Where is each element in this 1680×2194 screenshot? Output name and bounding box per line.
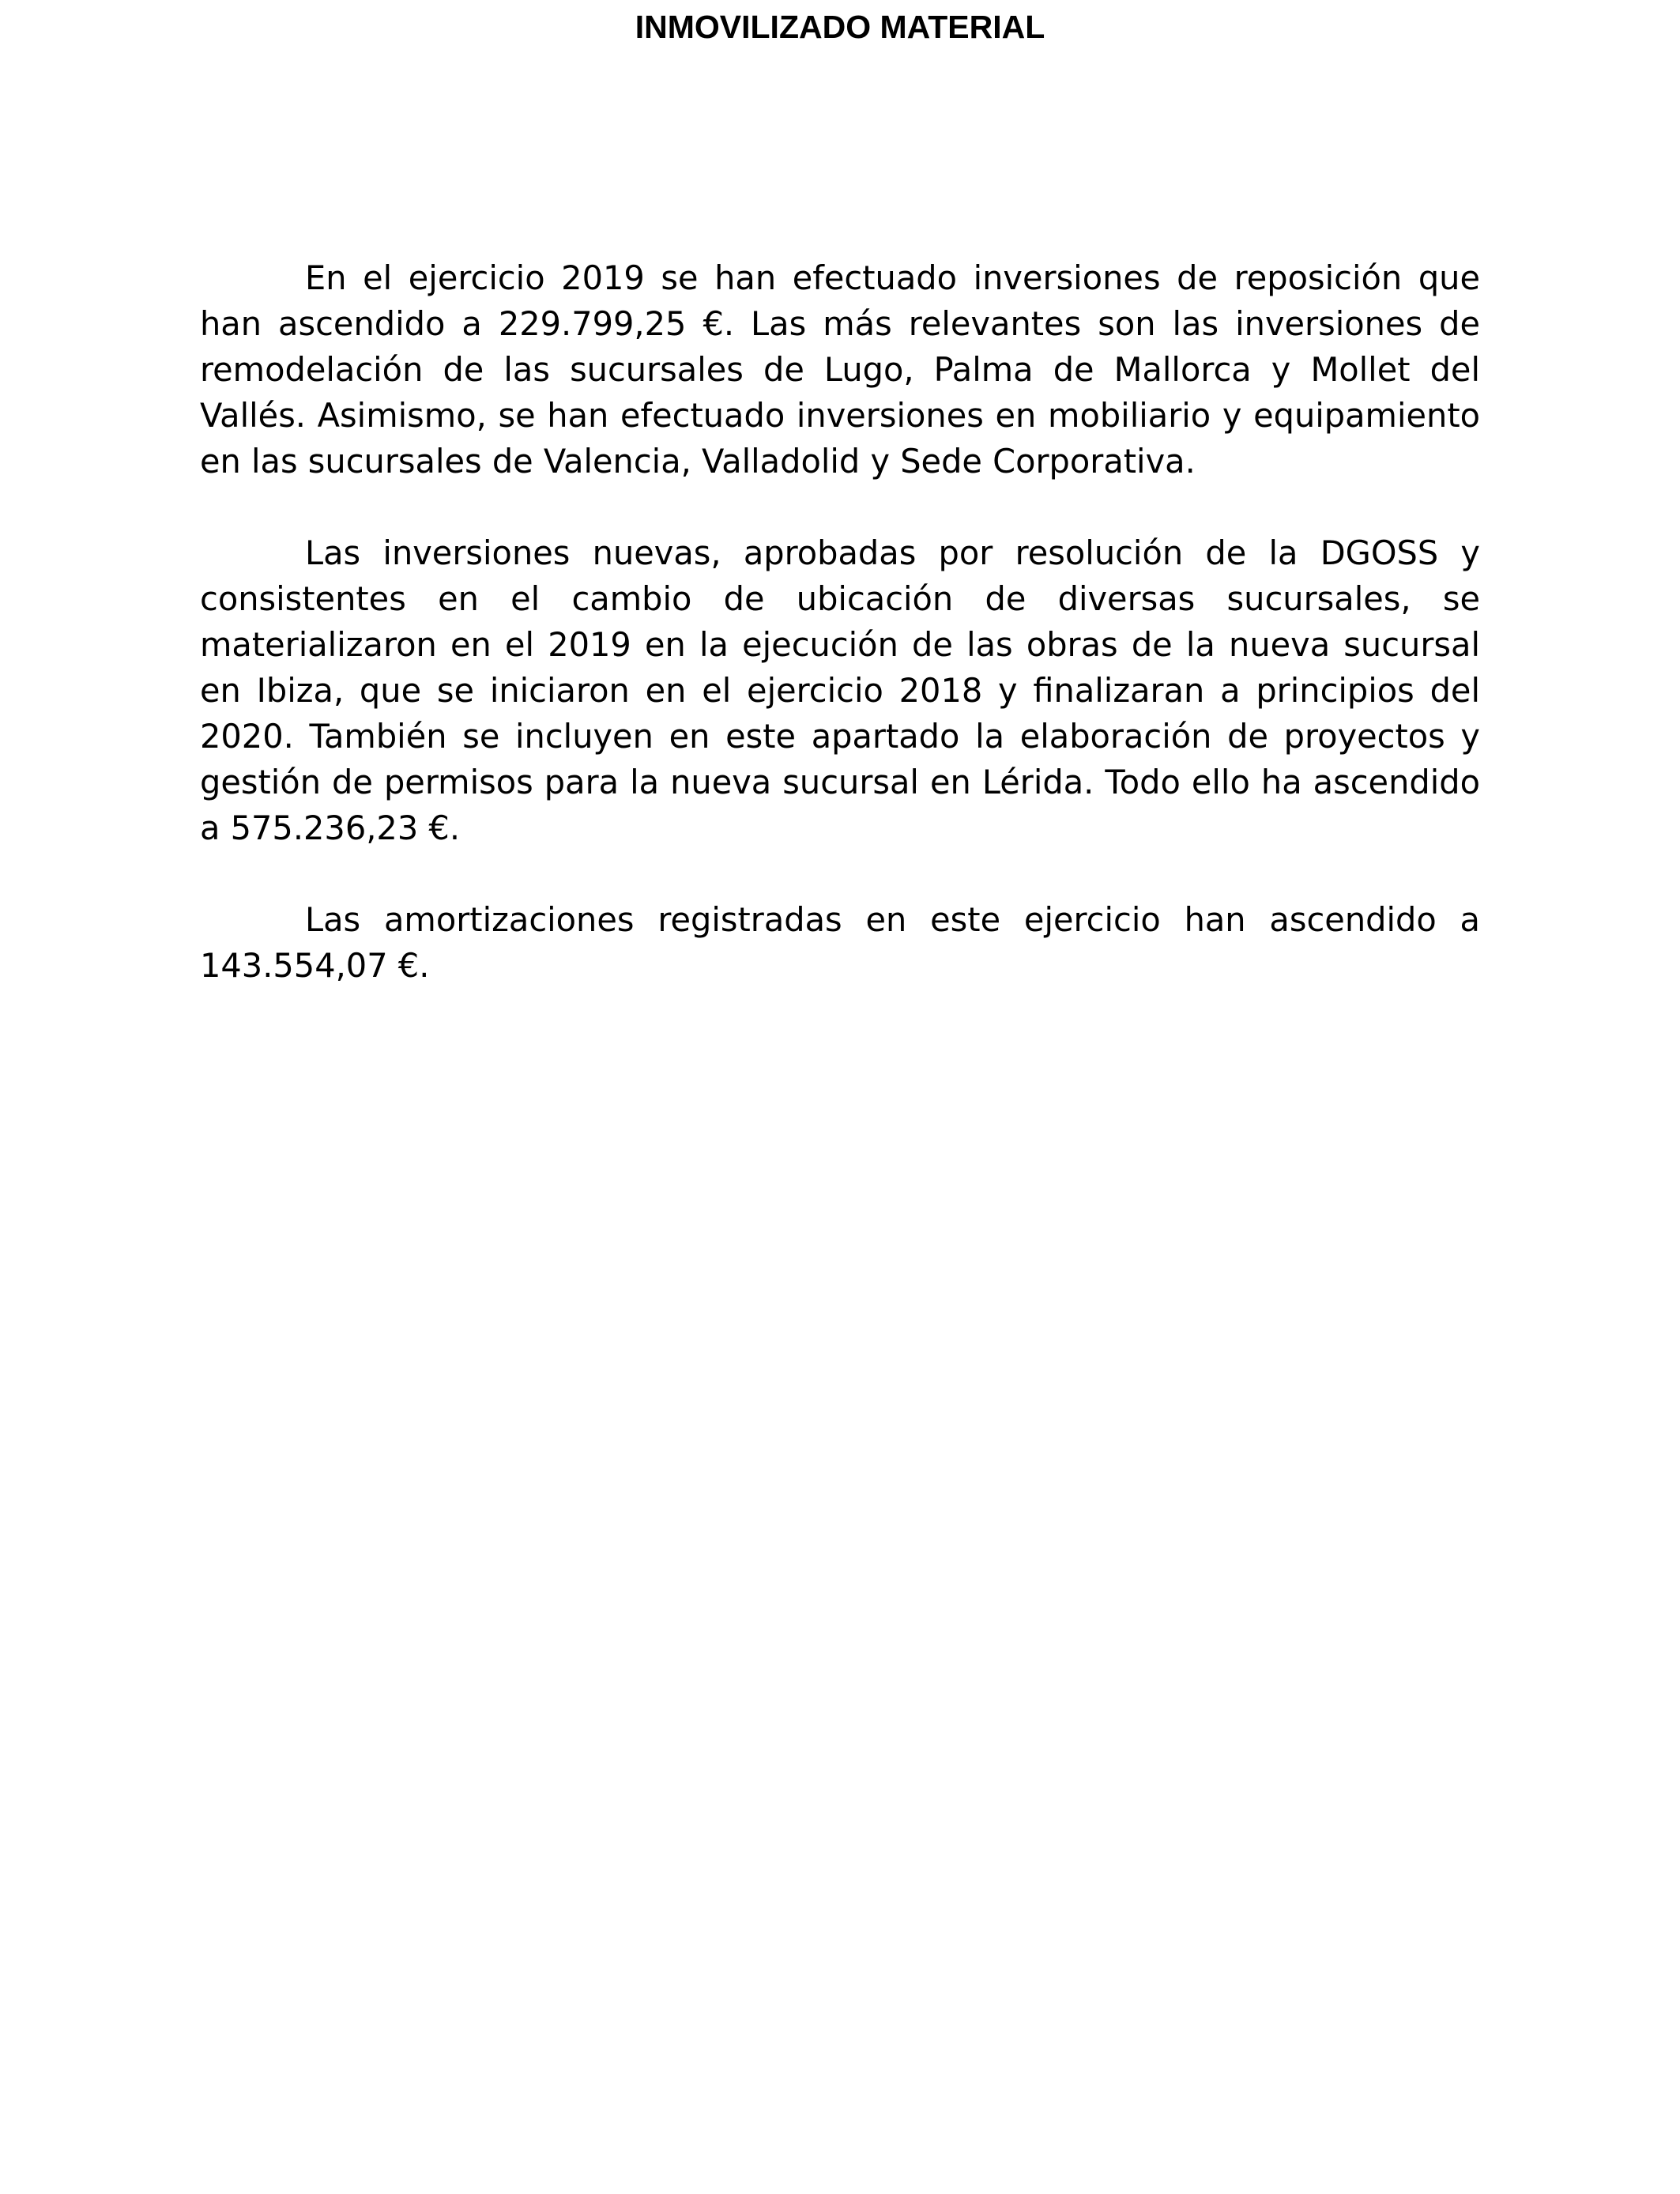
paragraph-inversiones-nuevas: Las inversiones nuevas, aprobadas por resolución de la DGOSS y consistentes en el cambio de ubicación de diversas sucursales, se materializaron en el 2019 en la ejecución de las obras de la nueva sucursal en Ibiza, que se iniciaron en el ejercicio 2018 y finalizaran a principios del 2020. También se incluyen en este apartado la elaboración de proyectos y gestión de permisos para la nueva sucursal en Lérida. Todo ello ha ascendido a 575.236,23 €.: [200, 533, 1480, 847]
page-title: INMOVILIZADO MATERIAL: [635, 9, 1045, 45]
paragraph-amortizaciones: Las amortizaciones registradas en este ejercicio han ascendido a 143.554,07 €.: [200, 900, 1480, 985]
paragraph-reposicion: En el ejercicio 2019 se han efectuado inversiones de reposición que han ascendido a 229.799,25 €. Las más relevantes son las inversiones de remodelación de las sucursales de Lugo, Palma de Mallorca y Mollet del Vallés. Asimismo, se han efectuado inversiones en mobiliario y equipamiento en las sucursales de Valencia, Valladolid y Sede Corporativa.: [200, 258, 1480, 481]
document-body: [200, 255, 1480, 1035]
